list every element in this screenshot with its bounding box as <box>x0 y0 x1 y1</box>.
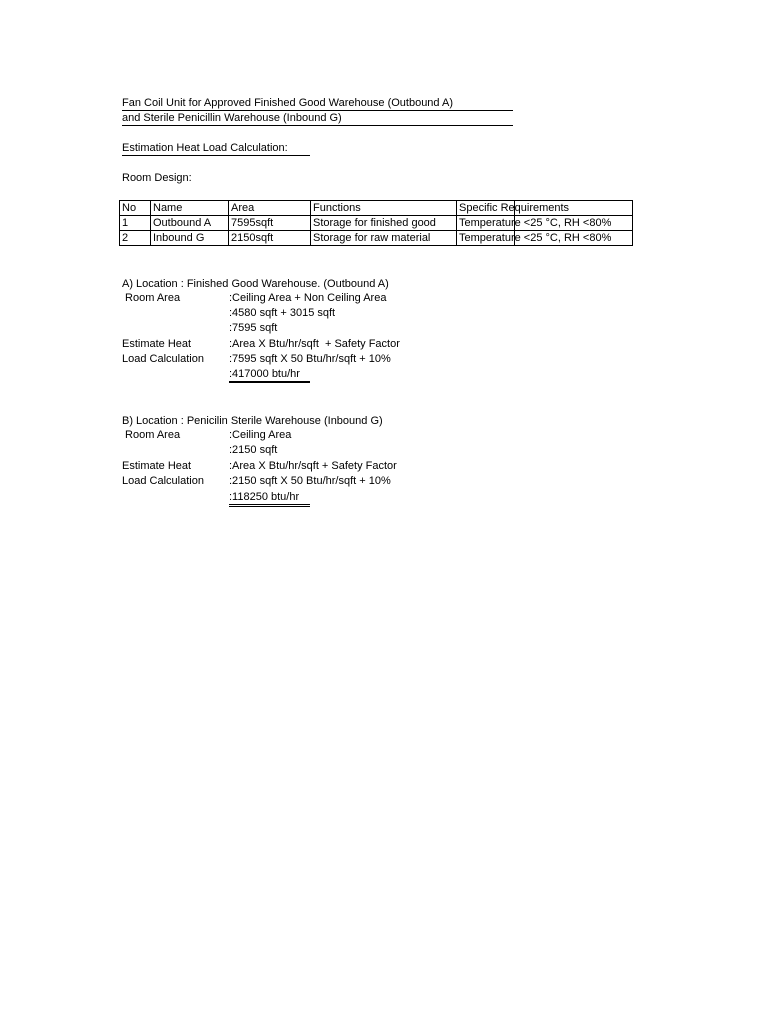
section-b-room-area-label: Room Area <box>122 429 181 441</box>
table-header-cell: No <box>120 201 151 216</box>
table-cell: 7595sqft <box>229 216 311 231</box>
table-cell: 2150sqft <box>229 231 311 246</box>
table-header-cell: Functions <box>311 201 457 216</box>
section-a-estimate-label-2: Load Calculation <box>122 353 204 365</box>
section-a-result-underline <box>229 382 310 383</box>
section-subtitle: Estimation Heat Load Calculation: <box>122 141 310 156</box>
section-a-room-area-value-3: :7595 sqft <box>229 322 278 334</box>
table-cell-text: Temperature <25 °C, RH <80% <box>459 232 612 244</box>
section-a-calculation: :7595 sqft X 50 Btu/hr/sqft + 10% <box>229 353 391 365</box>
table-header-cell: Name <box>151 201 229 216</box>
table-cell <box>457 231 633 246</box>
cell-divider <box>514 216 515 230</box>
room-design-table <box>119 200 633 246</box>
table-header-cell: Area <box>229 201 311 216</box>
table-cell-text: Temperature <25 °C, RH <80% <box>459 217 612 229</box>
table-cell <box>457 216 633 231</box>
section-b-room-area-value-2: :2150 sqft <box>229 444 278 456</box>
section-a-formula: :Area X Btu/hr/sqft + Safety Factor <box>229 338 400 350</box>
section-a-room-area-value-2: :4580 sqft + 3015 sqft <box>229 307 336 319</box>
table-cell: Storage for raw material <box>311 231 457 246</box>
section-a-room-area-label: Room Area <box>122 292 181 304</box>
room-design-label: Room Design: <box>122 172 192 184</box>
table-cell: Inbound G <box>151 231 229 246</box>
table-header-row <box>120 201 633 216</box>
table-cell: Outbound A <box>151 216 229 231</box>
cell-divider <box>514 231 515 245</box>
table-header-text: Specific Requirements <box>459 202 570 214</box>
table-header-cell <box>457 201 633 216</box>
table-row <box>120 231 633 246</box>
section-a-room-area-value-1: :Ceiling Area + Non Ceiling Area <box>229 292 387 304</box>
document-title-line-2: and Sterile Penicillin Warehouse (Inbound G) <box>122 111 513 126</box>
section-b-result: :118250 btu/hr <box>229 490 310 507</box>
section-b-estimate-label-1: Estimate Heat <box>122 460 192 472</box>
section-b-formula: :Area X Btu/hr/sqft + Safety Factor <box>229 460 397 472</box>
table-cell: 2 <box>120 231 151 246</box>
section-b-estimate-label-2: Load Calculation <box>122 475 204 487</box>
cell-divider <box>514 201 515 215</box>
section-b-heading: B) Location : Penicilin Sterile Warehouse (Inbound G) <box>122 415 383 427</box>
table-cell: Storage for finished good <box>311 216 457 231</box>
section-b-room-area-value-1: :Ceiling Area <box>229 429 292 441</box>
section-b-calculation: :2150 sqft X 50 Btu/hr/sqft + 10% <box>229 475 391 487</box>
section-a-estimate-label-1: Estimate Heat <box>122 338 192 350</box>
section-a-result: :417000 btu/hr <box>229 367 310 382</box>
section-a-heading: A) Location : Finished Good Warehouse. (Outbound A) <box>122 278 389 290</box>
table-cell: 1 <box>120 216 151 231</box>
table-row <box>120 216 633 231</box>
document-title-line-1: Fan Coil Unit for Approved Finished Good Warehouse (Outbound A) <box>122 96 513 111</box>
